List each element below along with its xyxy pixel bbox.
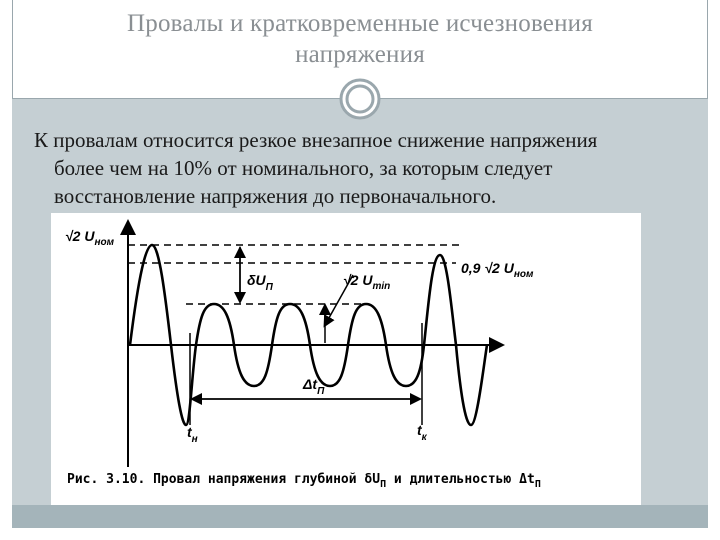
figure-caption: Рис. 3.10. Провал напряжения глубиной $\delta U_П$ и длительностью $\Delta t_П$	[67, 472, 541, 490]
voltage-dip-figure	[51, 213, 641, 505]
label-09-unom: 0,9 √2 $U_{ном}$	[461, 260, 534, 280]
label-dt: $\Delta t_П$	[303, 376, 325, 397]
label-unom: √2 $U_{ном}$	[65, 228, 115, 248]
title-line-1: Провалы и кратковременные исчезновения	[127, 10, 593, 37]
label-du: $\delta U_П$	[247, 272, 273, 293]
slide-title	[12, 8, 708, 70]
body-text	[34, 126, 704, 210]
body-line-3: восстановление напряжения до первоначального.	[54, 184, 497, 208]
label-tk: $t_к$	[417, 422, 427, 443]
body-line-2: более чем на 10% от номинального, за которым следует	[54, 156, 553, 180]
voltage-waveform	[130, 245, 487, 425]
voltage-dip-diagram	[51, 213, 641, 505]
circle-ornament-icon	[339, 78, 381, 120]
title-line-2: напряжения	[295, 41, 425, 68]
label-tn: $t_н$	[187, 424, 198, 445]
label-umin: √2 $U_{min}$	[343, 272, 391, 292]
body-line-1: К провалам относится резкое внезапное снижение напряжения	[34, 128, 598, 152]
bottom-strip	[12, 505, 708, 528]
